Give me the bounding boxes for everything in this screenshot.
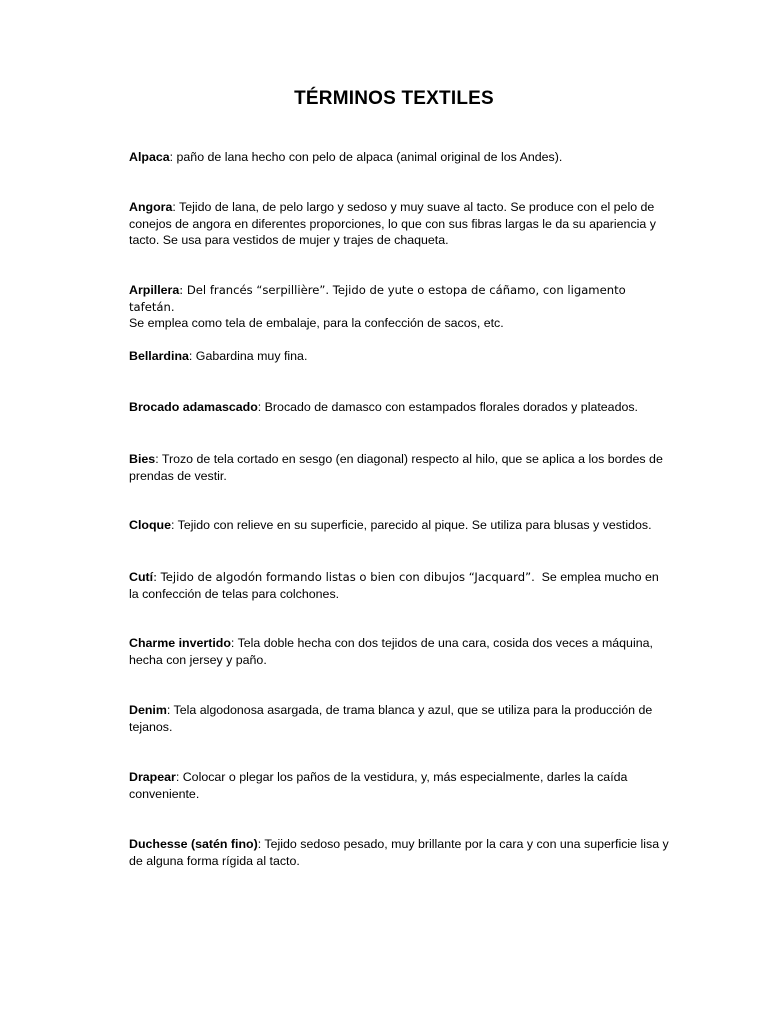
entry-definition: : Brocado de damasco con estampados florales dorados y plateados. <box>257 400 638 414</box>
entry-definition: : Del francés “serpillière”. Tejido de yute o estopa de cáñamo, con ligamento tafetán. <box>129 283 626 314</box>
entry-definition: : Tela doble hecha con dos tejidos de una cara, cosida dos veces a máquina, hecha con jersey y paño. <box>129 636 653 667</box>
entry-definition: : paño de lana hecho con pelo de alpaca (animal original de los Andes). <box>169 150 563 164</box>
entry-definition-continued: Se emplea como tela de embalaje, para la confección de sacos, etc. <box>129 316 504 331</box>
entry-definition: : Colocar o plegar los paños de la vestidura, y, más especialmente, darles la caída conveniente. <box>129 770 628 801</box>
entry-term: Drapear <box>129 770 176 784</box>
entry-term: Duchesse (satén fino) <box>129 837 258 851</box>
entry-term: Cutí <box>129 570 154 584</box>
glossary-entry-duchesse <box>129 836 669 869</box>
entry-term: Brocado adamascado <box>129 400 258 414</box>
glossary-entry-cuti <box>129 569 669 602</box>
entry-term: Angora <box>129 200 173 214</box>
glossary-entry-angora <box>129 199 669 249</box>
entry-term: Cloque <box>129 518 171 532</box>
entry-term: Bellardina <box>129 349 189 363</box>
entry-definition: : Tejido sedoso pesado, muy brillante por la cara y con una superficie lisa y de alguna forma rígida al tacto. <box>129 837 669 868</box>
entry-definition: : Tejido con relieve en su superficie, parecido al pique. Se utiliza para blusas y vestidos. <box>171 518 652 532</box>
entry-definition: : Gabardina muy fina. <box>188 349 308 363</box>
glossary-entry-bellardina <box>129 348 669 365</box>
entry-term: Denim <box>129 703 167 717</box>
entry-definition: : Tela algodonosa asargada, de trama blanca y azul, que se utiliza para la producción de tejanos. <box>129 703 653 734</box>
glossary-entry-bies <box>129 451 669 484</box>
glossary-entry-brocado-adamascado <box>129 399 669 416</box>
entry-definition-continued: Se emplea mucho en la confección de telas para colchones. <box>129 570 663 601</box>
entry-term: Arpillera <box>129 283 180 297</box>
glossary-entry-alpaca <box>129 149 669 166</box>
glossary-entry-charme-invertido <box>129 635 669 668</box>
entry-definition: : Trozo de tela cortado en sesgo (en diagonal) respecto al hilo, que se aplica a los bordes de prendas de vestir. <box>129 452 663 483</box>
glossary-entry-cloque <box>129 517 669 534</box>
glossary-entry-denim <box>129 702 669 735</box>
entry-definition: : Tejido de algodón formando listas o bien con dibujos “Jacquard”. <box>153 570 535 584</box>
glossary-entry-arpillera <box>129 282 669 332</box>
glossary-entry-drapear <box>129 769 669 802</box>
entry-term: Alpaca <box>129 150 170 164</box>
entry-term: Charme invertido <box>129 636 231 650</box>
entry-term: Bies <box>129 452 156 466</box>
entry-definition: : Tejido de lana, de pelo largo y sedoso y muy suave al tacto. Se produce con el pelo de conejos de angora en diferentes proporciones, lo que con sus fibras largas le da su apariencia y tacto. Se usa para vestidos de mujer y trajes de chaqueta. <box>129 200 656 248</box>
page-title: TÉRMINOS TEXTILES <box>294 88 494 109</box>
